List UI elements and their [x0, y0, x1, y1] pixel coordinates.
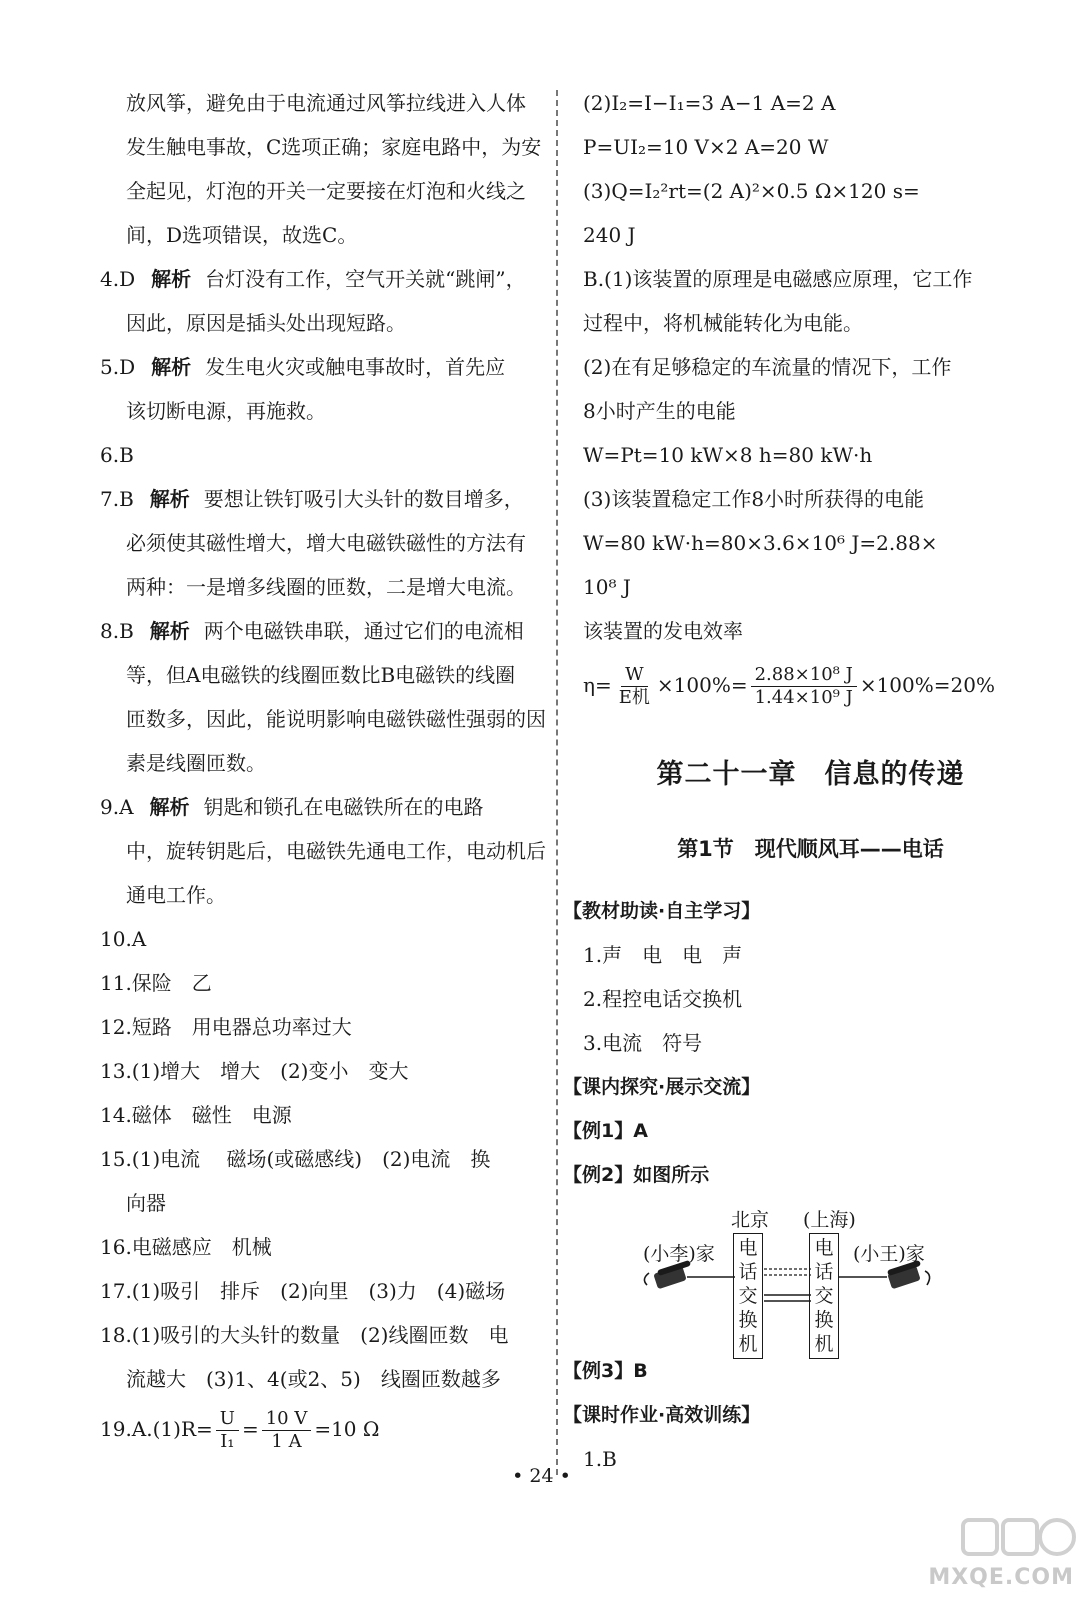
q4-number: 4.D	[100, 267, 136, 291]
box-char: 机	[814, 1333, 834, 1355]
q8-analysis-label: 解析	[149, 619, 190, 643]
q19-equals: =	[241, 1417, 259, 1441]
beijing-label: 北京	[731, 1209, 770, 1231]
page-number: • 24 •	[512, 1465, 571, 1487]
eff-fraction-2	[751, 664, 857, 709]
q5-line-2: 该切断电源，再施救。	[126, 399, 326, 423]
q5-text: 发生电火灾或触电事故时，首先应	[205, 355, 506, 379]
answer-3: 3.电流 符号	[583, 1031, 703, 1055]
example-3: 【例3】B	[563, 1360, 648, 1382]
q4-line-1	[100, 266, 526, 292]
chapter-title: 第二十一章 信息的传递	[656, 759, 965, 790]
q19-formula	[100, 1408, 379, 1453]
heading-class-exploration: 【课内探究·展示交流】	[563, 1076, 761, 1098]
q14-answer: 14.磁体 磁性 电源	[100, 1103, 292, 1127]
heading-textbook-reading: 【教材助读·自主学习】	[563, 900, 761, 922]
q10-answer: 10.A	[100, 927, 147, 951]
r-line-power: P=UI₂=10 V×2 A=20 W	[583, 135, 829, 159]
xiaowang-home-label: (小王)家	[853, 1243, 925, 1265]
homework-answer-1: 1.B	[583, 1447, 617, 1471]
q17-answer: 17.(1)吸引 排斥 (2)向里 (3)力 (4)磁场	[100, 1279, 506, 1303]
q19-fraction-1	[216, 1408, 239, 1453]
q18-line-2: 流越大 (3)1、4(或2、5) 线圈匝数越多	[126, 1367, 501, 1391]
box-char: 换	[738, 1309, 758, 1331]
xiaoli-home-label: (小李)家	[643, 1243, 715, 1265]
watermark-text: MXQE.COM	[928, 1565, 1074, 1590]
r-line-heat: (3)Q=I₂²rt=(2 A)²×0.5 Ω×120 s=	[583, 179, 920, 203]
q7-analysis-label: 解析	[149, 487, 190, 511]
eta-symbol: η=	[583, 673, 612, 697]
q15-line-2: 向器	[126, 1191, 166, 1215]
q11-answer: 11.保险 乙	[100, 971, 212, 995]
q19-prefix: 19.A.(1)R=	[100, 1417, 213, 1441]
q18-line-1: 18.(1)吸引的大头针的数量 (2)线圈匝数 电	[100, 1323, 509, 1347]
r-line-heat-result: 240 J	[583, 223, 636, 247]
telephone-left-icon	[644, 1260, 691, 1289]
q7-line-1	[100, 486, 524, 512]
shanghai-label: (上海)	[803, 1209, 856, 1231]
r-line-b1: B.(1)该装置的原理是电磁感应原理，它工作	[583, 267, 973, 291]
eff-denominator-1: E机	[618, 687, 650, 708]
q5-number: 5.D	[100, 355, 136, 379]
eff-denominator-2: 1.44×10⁹ J	[754, 687, 853, 708]
box-char: 交	[738, 1285, 758, 1307]
q19-denominator-2: 1 A	[271, 1431, 302, 1452]
box-char: 换	[814, 1309, 834, 1331]
q19-denominator-1: I₁	[220, 1431, 235, 1452]
q8-line-2: 等，但A电磁铁的线圈匝数比B电磁铁的线圈	[126, 663, 516, 687]
q15-line-1: 15.(1)电流 磁场(或磁感线) (2)电流 换	[100, 1147, 491, 1171]
r-line-b5: (3)该装置稳定工作8小时所获得的电能	[583, 487, 925, 511]
q7-text: 要想让铁钉吸引大头针的数目增多，	[203, 487, 524, 511]
q5-line-1	[100, 354, 505, 380]
box-char: 机	[738, 1333, 758, 1355]
telephone-exchange-diagram	[643, 1205, 973, 1355]
r-line-energy: W=Pt=10 kW×8 h=80 kW·h	[583, 443, 873, 467]
eff-mid: ×100%=	[656, 673, 748, 697]
q13-answer: 13.(1)增大 增大 (2)变小 变大	[100, 1059, 409, 1083]
box-char: 交	[814, 1285, 834, 1307]
q8-text: 两个电磁铁串联，通过它们的电流相	[203, 619, 524, 643]
q9-line-3: 通电工作。	[126, 883, 226, 907]
q7-line-3: 两种：一是增多线圈的匝数，二是增大电流。	[126, 575, 526, 599]
eff-numerator-1: W	[621, 664, 648, 687]
q9-line-1	[100, 794, 484, 820]
q7-number: 7.B	[100, 487, 134, 511]
efficiency-formula	[583, 664, 995, 709]
box-char: 话	[814, 1261, 834, 1283]
q4-analysis-label: 解析	[151, 267, 192, 291]
telephone-right-icon	[887, 1260, 930, 1289]
q19-numerator-2: 10 V	[262, 1408, 312, 1431]
q16-answer: 16.电磁感应 机械	[100, 1235, 272, 1259]
box-char: 电	[814, 1237, 834, 1259]
example-1: 【例1】A	[563, 1120, 648, 1142]
watermark-stamp-icon	[955, 1512, 1080, 1572]
watermark-logo	[928, 1512, 1080, 1594]
diagram-lines	[643, 1205, 973, 1345]
q9-text: 钥匙和锁孔在电磁铁所在的电路	[203, 795, 484, 819]
q5-analysis-label: 解析	[151, 355, 192, 379]
heading-homework: 【课时作业·高效训练】	[563, 1404, 761, 1426]
q9-line-2: 中，旋转钥匙后，电磁铁先通电工作，电动机后	[126, 839, 546, 863]
q19-result: =10 Ω	[314, 1417, 380, 1441]
answer-2: 2.程控电话交换机	[583, 987, 743, 1011]
r-line-efficiency-label: 该装置的发电效率	[583, 619, 743, 643]
q9-number: 9.A	[100, 795, 134, 819]
r-line-energy-joule: W=80 kW·h=80×3.6×10⁶ J=2.88×	[583, 531, 938, 555]
q12-answer: 12.短路 用电器总功率过大	[100, 1015, 352, 1039]
answer-1: 1.声 电 电 声	[583, 943, 743, 967]
intro-line-2: 发生触电事故，C选项正确；家庭电路中，为安	[126, 135, 542, 159]
r-line-b3: (2)在有足够稳定的车流量的情况下，工作	[583, 355, 952, 379]
q8-line-4: 素是线圈匝数。	[126, 751, 266, 775]
q4-line-2: 因此，原因是插头处出现短路。	[126, 311, 406, 335]
eff-fraction-1	[615, 664, 654, 709]
q4-text: 台灯没有工作，空气开关就“跳闸”，	[205, 267, 526, 291]
eff-tail: ×100%=20%	[859, 673, 995, 697]
example-2: 【例2】如图所示	[563, 1164, 710, 1186]
r-line-energy-joule-2: 10⁸ J	[583, 575, 631, 599]
section-title: 第1节 现代顺风耳——电话	[677, 837, 944, 861]
intro-line-1: 放风筝，避免由于电流通过风筝拉线进入人体	[126, 91, 526, 115]
intro-line-4: 间，D选项错误，故选C。	[126, 223, 358, 247]
q19-numerator-1: U	[216, 1408, 239, 1431]
q8-line-3: 匝数多，因此，能说明影响电磁铁磁性强弱的因	[126, 707, 546, 731]
q9-analysis-label: 解析	[149, 795, 190, 819]
q8-number: 8.B	[100, 619, 134, 643]
r-line-b2: 过程中，将机械能转化为电能。	[583, 311, 863, 335]
r-line-current: (2)I₂=I−I₁=3 A−1 A=2 A	[583, 91, 836, 115]
box-char: 话	[738, 1261, 758, 1283]
q19-fraction-2	[262, 1408, 312, 1453]
q8-line-1	[100, 618, 524, 644]
intro-line-3: 全起见，灯泡的开关一定要接在灯泡和火线之	[126, 179, 526, 203]
column-divider	[556, 90, 558, 1475]
r-line-b4: 8小时产生的电能	[583, 399, 736, 423]
q6-answer: 6.B	[100, 443, 134, 467]
box-char: 电	[738, 1237, 758, 1259]
eff-numerator-2: 2.88×10⁸ J	[751, 664, 857, 687]
q7-line-2: 必须使其磁性增大，增大电磁铁磁性的方法有	[126, 531, 526, 555]
